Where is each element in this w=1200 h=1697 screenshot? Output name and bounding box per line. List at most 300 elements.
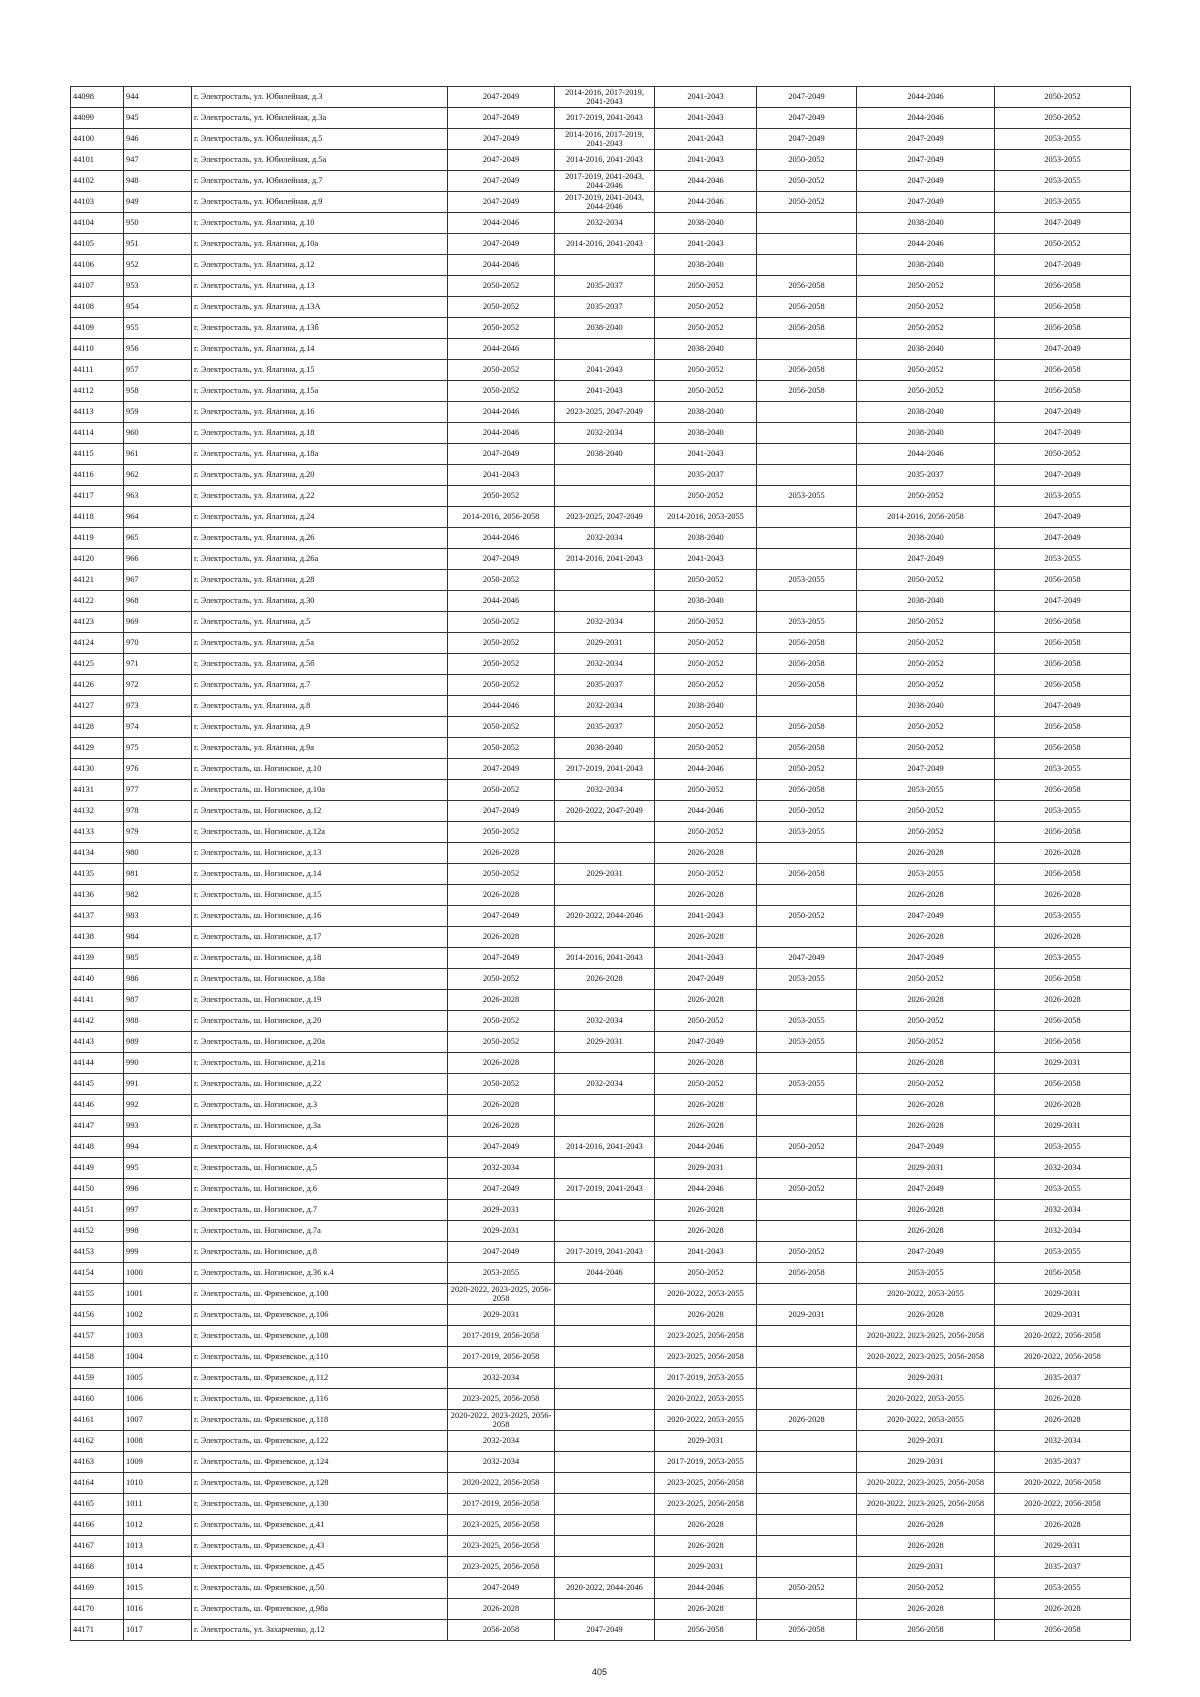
table-row (71, 738, 1131, 759)
cell-period-2: 2032-2034 (555, 423, 655, 444)
cell-period-5: 2056-2058 (857, 1620, 995, 1641)
cell-period-1: 2020-2022, 2056-2058 (448, 1473, 555, 1494)
cell-period-3: 2041-2043 (655, 906, 757, 927)
cell-row-number: 1013 (124, 1536, 192, 1557)
cell-row-id: 44105 (71, 234, 124, 255)
cell-period-1: 2047-2049 (448, 549, 555, 570)
cell-address: г. Электросталь, ул. Юбилейная, д.7 (192, 171, 448, 192)
cell-period-2 (555, 591, 655, 612)
cell-address: г. Электросталь, ш. Ногинское, д.22 (192, 1074, 448, 1095)
cell-period-2 (555, 465, 655, 486)
cell-row-number: 988 (124, 1011, 192, 1032)
cell-period-2: 2014-2016, 2041-2043 (555, 1137, 655, 1158)
cell-period-3: 2050-2052 (655, 822, 757, 843)
cell-row-id: 44161 (71, 1410, 124, 1431)
cell-period-1: 2050-2052 (448, 486, 555, 507)
cell-period-6: 2026-2028 (995, 1389, 1131, 1410)
cell-period-4: 2050-2052 (757, 171, 857, 192)
cell-period-5: 2050-2052 (857, 633, 995, 654)
cell-period-1: 2050-2052 (448, 654, 555, 675)
table-row (71, 1263, 1131, 1284)
table-row (71, 1032, 1131, 1053)
cell-period-6: 2056-2058 (995, 1263, 1131, 1284)
cell-period-1: 2050-2052 (448, 864, 555, 885)
cell-period-2 (555, 1410, 655, 1431)
cell-period-3: 2023-2025, 2056-2058 (655, 1494, 757, 1515)
cell-period-2: 2017-2019, 2041-2043 (555, 1179, 655, 1200)
table-row (71, 1515, 1131, 1536)
cell-period-3: 2026-2028 (655, 1221, 757, 1242)
cell-period-2 (555, 843, 655, 864)
cell-period-4: 2056-2058 (757, 360, 857, 381)
cell-row-id: 44157 (71, 1326, 124, 1347)
cell-period-3: 2050-2052 (655, 1074, 757, 1095)
cell-address: г. Электросталь, ул. Ялагина, д.12 (192, 255, 448, 276)
cell-period-6: 2056-2058 (995, 1011, 1131, 1032)
cell-period-4 (757, 1389, 857, 1410)
cell-period-1: 2050-2052 (448, 675, 555, 696)
cell-row-number: 1010 (124, 1473, 192, 1494)
cell-period-3: 2026-2028 (655, 1599, 757, 1620)
cell-period-5: 2026-2028 (857, 843, 995, 864)
cell-period-1: 2017-2019, 2056-2058 (448, 1326, 555, 1347)
cell-period-2 (555, 1368, 655, 1389)
cell-period-1: 2026-2028 (448, 1116, 555, 1137)
cell-period-3: 2044-2046 (655, 171, 757, 192)
cell-row-number: 945 (124, 108, 192, 129)
cell-address: г. Электросталь, ш. Ногинское, д.17 (192, 927, 448, 948)
cell-period-4: 2053-2055 (757, 612, 857, 633)
cell-period-5: 2038-2040 (857, 255, 995, 276)
cell-period-1: 2032-2034 (448, 1368, 555, 1389)
cell-period-1: 2047-2049 (448, 87, 555, 108)
cell-address: г. Электросталь, ш. Ногинское, д.20 (192, 1011, 448, 1032)
cell-address: г. Электросталь, ш. Ногинское, д.19 (192, 990, 448, 1011)
cell-period-3: 2026-2028 (655, 1200, 757, 1221)
cell-row-number: 952 (124, 255, 192, 276)
table-row (71, 381, 1131, 402)
cell-period-2 (555, 1221, 655, 1242)
cell-address: г. Электросталь, ул. Ялагина, д.8 (192, 696, 448, 717)
cell-row-number: 1005 (124, 1368, 192, 1389)
cell-row-id: 44098 (71, 87, 124, 108)
cell-period-5: 2026-2028 (857, 1515, 995, 1536)
cell-period-4 (757, 1515, 857, 1536)
cell-period-6: 2047-2049 (995, 591, 1131, 612)
cell-period-4: 2053-2055 (757, 1032, 857, 1053)
cell-period-4: 2050-2052 (757, 1137, 857, 1158)
cell-period-4 (757, 1158, 857, 1179)
cell-period-3: 2050-2052 (655, 297, 757, 318)
cell-period-5: 2047-2049 (857, 192, 995, 213)
cell-period-1: 2050-2052 (448, 1074, 555, 1095)
cell-row-id: 44149 (71, 1158, 124, 1179)
cell-period-3: 2014-2016, 2053-2055 (655, 507, 757, 528)
cell-period-3: 2044-2046 (655, 1179, 757, 1200)
cell-row-id: 44126 (71, 675, 124, 696)
cell-period-4: 2026-2028 (757, 1410, 857, 1431)
cell-row-id: 44102 (71, 171, 124, 192)
cell-period-4: 2047-2049 (757, 129, 857, 150)
cell-period-5: 2026-2028 (857, 1095, 995, 1116)
cell-period-1: 2047-2049 (448, 129, 555, 150)
cell-period-5: 2020-2022, 2023-2025, 2056-2058 (857, 1347, 995, 1368)
cell-period-2: 2014-2016, 2041-2043 (555, 549, 655, 570)
table-row (71, 1326, 1131, 1347)
cell-period-6: 2029-2031 (995, 1536, 1131, 1557)
cell-period-1: 2047-2049 (448, 1578, 555, 1599)
cell-row-id: 44140 (71, 969, 124, 990)
cell-address: г. Электросталь, ш. Фрязевское, д.130 (192, 1494, 448, 1515)
cell-address: г. Электросталь, ул. Ялагина, д.9а (192, 738, 448, 759)
cell-address: г. Электросталь, ш. Ногинское, д.7 (192, 1200, 448, 1221)
cell-period-2 (555, 1053, 655, 1074)
cell-period-1: 2032-2034 (448, 1431, 555, 1452)
cell-row-number: 963 (124, 486, 192, 507)
cell-period-2 (555, 486, 655, 507)
cell-address: г. Электросталь, ул. Юбилейная, д.9 (192, 192, 448, 213)
cell-period-4: 2056-2058 (757, 864, 857, 885)
cell-period-3: 2026-2028 (655, 1305, 757, 1326)
cell-row-id: 44168 (71, 1557, 124, 1578)
cell-period-4 (757, 465, 857, 486)
cell-row-number: 944 (124, 87, 192, 108)
cell-period-4 (757, 339, 857, 360)
cell-row-number: 958 (124, 381, 192, 402)
cell-period-6: 2056-2058 (995, 360, 1131, 381)
cell-row-number: 957 (124, 360, 192, 381)
cell-row-number: 961 (124, 444, 192, 465)
cell-row-id: 44112 (71, 381, 124, 402)
cell-period-2: 2041-2043 (555, 381, 655, 402)
cell-period-2: 2020-2022, 2044-2046 (555, 1578, 655, 1599)
cell-period-1: 2020-2022, 2023-2025, 2056-2058 (448, 1410, 555, 1431)
cell-address: г. Электросталь, ул. Ялагина, д.5 (192, 612, 448, 633)
cell-period-1: 2044-2046 (448, 402, 555, 423)
cell-period-3: 2050-2052 (655, 570, 757, 591)
cell-period-5: 2020-2022, 2023-2025, 2056-2058 (857, 1326, 995, 1347)
cell-period-6: 2053-2055 (995, 1242, 1131, 1263)
cell-period-2: 2014-2016, 2041-2043 (555, 150, 655, 171)
cell-period-6: 2056-2058 (995, 717, 1131, 738)
cell-row-id: 44164 (71, 1473, 124, 1494)
cell-row-id: 44129 (71, 738, 124, 759)
cell-row-id: 44145 (71, 1074, 124, 1095)
cell-period-4 (757, 1557, 857, 1578)
cell-period-4: 2053-2055 (757, 1011, 857, 1032)
table-row (71, 1347, 1131, 1368)
cell-row-number: 946 (124, 129, 192, 150)
table-row (71, 1179, 1131, 1200)
cell-period-6: 2053-2055 (995, 801, 1131, 822)
cell-period-6: 2056-2058 (995, 738, 1131, 759)
cell-period-4: 2053-2055 (757, 822, 857, 843)
table-row (71, 1095, 1131, 1116)
cell-period-3: 2044-2046 (655, 192, 757, 213)
cell-period-6: 2020-2022, 2056-2058 (995, 1473, 1131, 1494)
cell-period-1: 2047-2049 (448, 948, 555, 969)
cell-period-2 (555, 1452, 655, 1473)
cell-period-5: 2044-2046 (857, 444, 995, 465)
cell-period-6: 2053-2055 (995, 486, 1131, 507)
cell-period-2: 2017-2019, 2041-2043 (555, 1242, 655, 1263)
table-row (71, 1368, 1131, 1389)
cell-period-5: 2047-2049 (857, 1242, 995, 1263)
cell-row-number: 1008 (124, 1431, 192, 1452)
cell-period-4: 2050-2052 (757, 150, 857, 171)
cell-period-4: 2050-2052 (757, 906, 857, 927)
cell-period-6: 2047-2049 (995, 402, 1131, 423)
cell-period-1: 2050-2052 (448, 1032, 555, 1053)
cell-address: г. Электросталь, ш. Ногинское, д.20а (192, 1032, 448, 1053)
table-row (71, 654, 1131, 675)
cell-period-3: 2017-2019, 2053-2055 (655, 1368, 757, 1389)
cell-address: г. Электросталь, ул. Ялагина, д.28 (192, 570, 448, 591)
cell-row-id: 44101 (71, 150, 124, 171)
cell-period-4 (757, 591, 857, 612)
cell-row-id: 44141 (71, 990, 124, 1011)
cell-period-4 (757, 1116, 857, 1137)
table-row (71, 591, 1131, 612)
cell-period-2 (555, 570, 655, 591)
cell-row-id: 44167 (71, 1536, 124, 1557)
cell-period-6: 2056-2058 (995, 822, 1131, 843)
cell-period-3: 2038-2040 (655, 423, 757, 444)
cell-period-3: 2056-2058 (655, 1620, 757, 1641)
cell-period-3: 2020-2022, 2053-2055 (655, 1389, 757, 1410)
cell-period-5: 2029-2031 (857, 1557, 995, 1578)
cell-period-2: 2038-2040 (555, 444, 655, 465)
cell-period-6: 2047-2049 (995, 465, 1131, 486)
cell-period-4: 2056-2058 (757, 654, 857, 675)
cell-period-3: 2029-2031 (655, 1557, 757, 1578)
cell-period-1: 2050-2052 (448, 297, 555, 318)
cell-period-2: 2017-2019, 2041-2043, 2044-2046 (555, 192, 655, 213)
cell-period-4: 2047-2049 (757, 948, 857, 969)
cell-period-1: 2032-2034 (448, 1158, 555, 1179)
cell-address: г. Электросталь, ул. Ялагина, д.10а (192, 234, 448, 255)
cell-period-3: 2041-2043 (655, 948, 757, 969)
cell-period-2 (555, 1305, 655, 1326)
cell-row-number: 979 (124, 822, 192, 843)
cell-period-6: 2026-2028 (995, 1095, 1131, 1116)
cell-row-id: 44120 (71, 549, 124, 570)
cell-row-number: 967 (124, 570, 192, 591)
cell-period-2: 2035-2037 (555, 297, 655, 318)
cell-row-number: 962 (124, 465, 192, 486)
cell-period-4 (757, 1431, 857, 1452)
cell-period-3: 2044-2046 (655, 1578, 757, 1599)
cell-row-id: 44146 (71, 1095, 124, 1116)
cell-period-1: 2047-2049 (448, 234, 555, 255)
table-row (71, 108, 1131, 129)
cell-period-2: 2032-2034 (555, 612, 655, 633)
cell-period-3: 2041-2043 (655, 549, 757, 570)
cell-row-number: 971 (124, 654, 192, 675)
cell-period-5: 2044-2046 (857, 87, 995, 108)
table-row (71, 1116, 1131, 1137)
cell-row-id: 44114 (71, 423, 124, 444)
cell-row-number: 999 (124, 1242, 192, 1263)
cell-period-4: 2056-2058 (757, 297, 857, 318)
cell-period-5: 2047-2049 (857, 759, 995, 780)
cell-period-1: 2050-2052 (448, 381, 555, 402)
cell-period-5: 2038-2040 (857, 528, 995, 549)
cell-period-3: 2023-2025, 2056-2058 (655, 1473, 757, 1494)
cell-period-2: 2047-2049 (555, 1620, 655, 1641)
cell-row-number: 981 (124, 864, 192, 885)
cell-row-number: 976 (124, 759, 192, 780)
cell-row-number: 991 (124, 1074, 192, 1095)
cell-period-3: 2050-2052 (655, 864, 757, 885)
cell-address: г. Электросталь, ш. Фрязевское, д.108 (192, 1326, 448, 1347)
cell-period-6: 2056-2058 (995, 318, 1131, 339)
cell-period-6: 2035-2037 (995, 1368, 1131, 1389)
cell-row-id: 44127 (71, 696, 124, 717)
cell-period-1: 2050-2052 (448, 717, 555, 738)
cell-period-2: 2026-2028 (555, 969, 655, 990)
cell-address: г. Электросталь, ш. Ногинское, д.4 (192, 1137, 448, 1158)
table-row (71, 213, 1131, 234)
table-row (71, 1284, 1131, 1305)
table-row (71, 822, 1131, 843)
cell-period-2 (555, 1389, 655, 1410)
table-row (71, 1389, 1131, 1410)
cell-row-number: 993 (124, 1116, 192, 1137)
cell-row-id: 44100 (71, 129, 124, 150)
cell-period-1: 2050-2052 (448, 1011, 555, 1032)
cell-period-3: 2041-2043 (655, 1242, 757, 1263)
table-row (71, 150, 1131, 171)
cell-row-id: 44155 (71, 1284, 124, 1305)
cell-row-number: 954 (124, 297, 192, 318)
cell-row-id: 44171 (71, 1620, 124, 1641)
cell-period-3: 2038-2040 (655, 339, 757, 360)
cell-period-4: 2056-2058 (757, 381, 857, 402)
cell-period-4 (757, 1326, 857, 1347)
cell-period-6: 2020-2022, 2056-2058 (995, 1494, 1131, 1515)
cell-period-2: 2014-2016, 2041-2043 (555, 234, 655, 255)
cell-address: г. Электросталь, ш. Ногинское, д.10 (192, 759, 448, 780)
cell-period-6: 2026-2028 (995, 1515, 1131, 1536)
cell-row-number: 1002 (124, 1305, 192, 1326)
cell-row-id: 44162 (71, 1431, 124, 1452)
cell-period-5: 2038-2040 (857, 213, 995, 234)
cell-period-5: 2038-2040 (857, 402, 995, 423)
cell-period-1: 2047-2049 (448, 759, 555, 780)
cell-period-2 (555, 1431, 655, 1452)
schedule-table (70, 86, 1131, 1641)
cell-period-6: 2053-2055 (995, 1179, 1131, 1200)
cell-row-id: 44121 (71, 570, 124, 591)
cell-row-number: 1003 (124, 1326, 192, 1347)
cell-period-4: 2056-2058 (757, 1263, 857, 1284)
table-row (71, 444, 1131, 465)
cell-period-4: 2050-2052 (757, 1242, 857, 1263)
cell-period-1: 2050-2052 (448, 360, 555, 381)
cell-period-4: 2056-2058 (757, 1620, 857, 1641)
cell-period-3: 2050-2052 (655, 738, 757, 759)
cell-period-1: 2056-2058 (448, 1620, 555, 1641)
cell-period-1: 2053-2055 (448, 1263, 555, 1284)
cell-period-6: 2050-2052 (995, 108, 1131, 129)
cell-period-3: 2050-2052 (655, 1011, 757, 1032)
cell-period-5: 2047-2049 (857, 150, 995, 171)
cell-period-5: 2044-2046 (857, 108, 995, 129)
cell-period-3: 2017-2019, 2053-2055 (655, 1452, 757, 1473)
cell-row-id: 44136 (71, 885, 124, 906)
table-row (71, 843, 1131, 864)
cell-row-id: 44159 (71, 1368, 124, 1389)
cell-period-1: 2044-2046 (448, 696, 555, 717)
cell-period-2 (555, 1473, 655, 1494)
cell-row-number: 977 (124, 780, 192, 801)
cell-period-6: 2056-2058 (995, 612, 1131, 633)
cell-period-5: 2020-2022, 2053-2055 (857, 1389, 995, 1410)
cell-row-id: 44144 (71, 1053, 124, 1074)
cell-period-5: 2050-2052 (857, 1578, 995, 1599)
cell-period-6: 2056-2058 (995, 633, 1131, 654)
cell-period-6: 2026-2028 (995, 1410, 1131, 1431)
cell-period-2 (555, 927, 655, 948)
cell-row-number: 989 (124, 1032, 192, 1053)
cell-period-4 (757, 1536, 857, 1557)
cell-row-id: 44107 (71, 276, 124, 297)
cell-address: г. Электросталь, ш. Ногинское, д.7а (192, 1221, 448, 1242)
cell-period-2: 2020-2022, 2047-2049 (555, 801, 655, 822)
cell-period-2 (555, 1557, 655, 1578)
cell-period-3: 2026-2028 (655, 1116, 757, 1137)
cell-row-id: 44138 (71, 927, 124, 948)
cell-period-5: 2044-2046 (857, 234, 995, 255)
cell-address: г. Электросталь, ул. Ялагина, д.5а (192, 633, 448, 654)
cell-period-1: 2026-2028 (448, 885, 555, 906)
cell-address: г. Электросталь, ш. Ногинское, д.12 (192, 801, 448, 822)
cell-period-3: 2047-2049 (655, 1032, 757, 1053)
cell-address: г. Электросталь, ш. Фрязевское, д.124 (192, 1452, 448, 1473)
cell-period-1: 2047-2049 (448, 1137, 555, 1158)
cell-period-3: 2050-2052 (655, 780, 757, 801)
cell-period-4: 2053-2055 (757, 486, 857, 507)
cell-period-2: 2038-2040 (555, 318, 655, 339)
cell-address: г. Электросталь, ш. Ногинское, д.21а (192, 1053, 448, 1074)
cell-period-6: 2047-2049 (995, 255, 1131, 276)
cell-period-6: 2056-2058 (995, 654, 1131, 675)
page-number: 405 (592, 1667, 608, 1677)
cell-period-2: 2029-2031 (555, 633, 655, 654)
table-row (71, 276, 1131, 297)
cell-row-id: 44166 (71, 1515, 124, 1536)
cell-address: г. Электросталь, ул. Ялагина, д.20 (192, 465, 448, 486)
cell-period-2: 2020-2022, 2044-2046 (555, 906, 655, 927)
table-row (71, 696, 1131, 717)
cell-address: г. Электросталь, ш. Фрязевское, д.116 (192, 1389, 448, 1410)
cell-period-2: 2038-2040 (555, 738, 655, 759)
cell-period-3: 2050-2052 (655, 486, 757, 507)
cell-period-3: 2038-2040 (655, 255, 757, 276)
cell-period-5: 2050-2052 (857, 801, 995, 822)
cell-period-5: 2026-2028 (857, 990, 995, 1011)
table-row (71, 192, 1131, 213)
cell-period-2: 2014-2016, 2017-2019, 2041-2043 (555, 87, 655, 108)
cell-address: г. Электросталь, ул. Ялагина, д.16 (192, 402, 448, 423)
cell-period-3: 2026-2028 (655, 990, 757, 1011)
cell-period-2: 2032-2034 (555, 780, 655, 801)
cell-period-1: 2026-2028 (448, 1599, 555, 1620)
cell-address: г. Электросталь, ш. Фрязевское, д.100 (192, 1284, 448, 1305)
cell-row-id: 44165 (71, 1494, 124, 1515)
table-row (71, 1620, 1131, 1641)
